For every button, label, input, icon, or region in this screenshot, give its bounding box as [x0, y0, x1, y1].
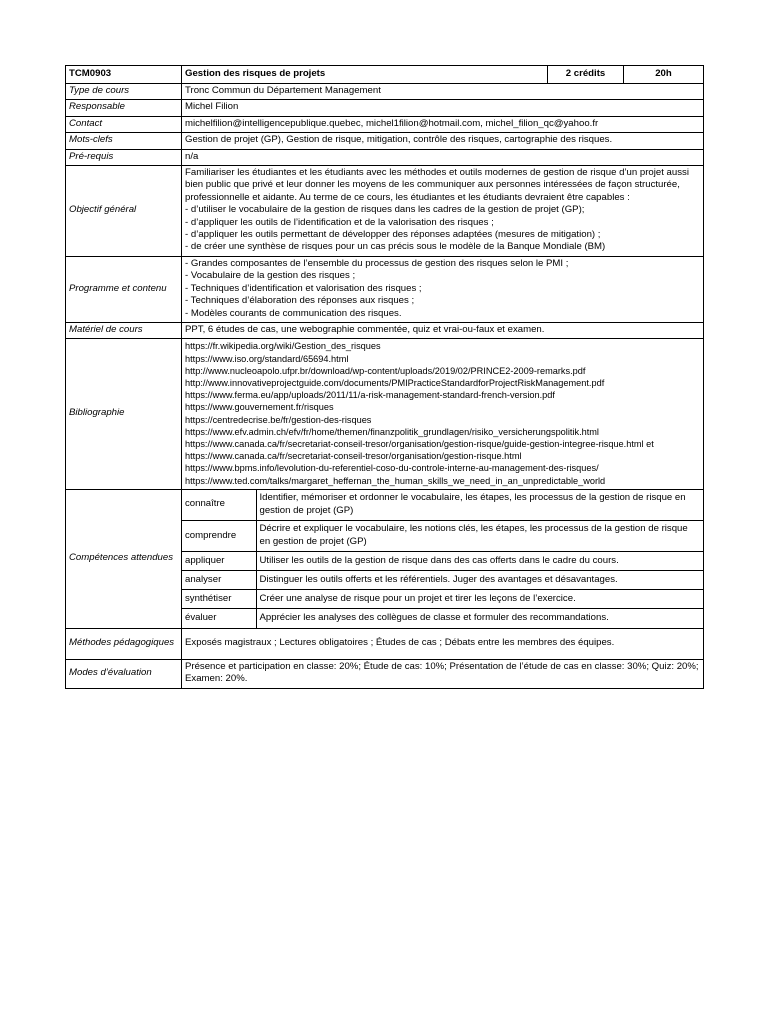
programme-item: - Grandes composantes de l’ensemble du processus de gestion des risques selon le PMI ;	[185, 257, 569, 269]
value-bibliographie	[182, 339, 704, 489]
course-sheet	[65, 65, 703, 689]
bibliography-link[interactable]: http://www.innovativeprojectguide.com/documents/PMIPracticeStandardforProjectRiskManagement.pdf	[185, 377, 605, 388]
label-materiel: Matériel de cours	[66, 322, 182, 338]
competence-desc: Créer une analyse de risque pour un projet et tirer les leçons de l’exercice.	[256, 590, 703, 609]
row-methodes	[66, 628, 704, 659]
label-objectif: Objectif général	[66, 166, 182, 257]
competence-desc: Apprécier les analyses des collègues de classe et formuler des recommandations.	[256, 609, 703, 628]
row-responsable	[66, 100, 704, 116]
value-materiel: PPT, 6 études de cas, une webographie commentée, quiz et vrai-ou-faux et examen.	[182, 322, 704, 338]
competence-desc: Identifier, mémoriser et ordonner le vocabulaire, les étapes, les processus de la gestion de risque en gestion de projet (GP)	[256, 490, 703, 521]
competence-verb: analyser	[182, 571, 256, 590]
value-programme	[182, 256, 704, 322]
value-responsable: Michel Filion	[182, 100, 704, 116]
row-contact	[66, 116, 704, 132]
competences-table	[182, 490, 703, 628]
value-mots-clefs: Gestion de projet (GP), Gestion de risque, mitigation, contrôle des risques, cartographie des risques.	[182, 133, 704, 149]
bibliography-link[interactable]: http://www.nucleoapolo.ufpr.br/download/wp-content/uploads/2019/02/PRINCE2-2009-remarks.pdf	[185, 365, 586, 376]
row-prerequis	[66, 149, 704, 165]
bibliography-link[interactable]: https://www.bpms.info/levolution-du-referentiel-coso-du-controle-interne-au-management-des-risques/	[185, 463, 599, 474]
course-hours: 20h	[624, 66, 704, 84]
course-code: TCM0903	[66, 66, 182, 84]
bibliography-link[interactable]: https://www.iso.org/standard/65694.html	[185, 353, 349, 364]
competence-verb: synthétiser	[182, 590, 256, 609]
value-type-cours: Tronc Commun du Département Management	[182, 84, 704, 100]
value-prerequis: n/a	[182, 149, 704, 165]
row-programme	[66, 256, 704, 322]
label-prerequis: Pré-requis	[66, 149, 182, 165]
bibliography-link[interactable]: https://centredecrise.be/fr/gestion-des-risques	[185, 414, 372, 425]
label-programme: Programme et contenu	[66, 256, 182, 322]
value-evaluation: Présence et participation en classe: 20%; Étude de cas: 10%; Présentation de l’étude de cas en classe: 30%; Quiz: 20%; Examen: 20%.	[182, 659, 704, 688]
bibliography-link[interactable]: https://fr.wikipedia.org/wiki/Gestion_des_risques	[185, 341, 381, 352]
bibliography-link[interactable]: https://www.ted.com/talks/margaret_heffernan_the_human_skills_we_need_in_an_unpredictable_world	[185, 475, 606, 486]
objectif-item: - d’appliquer les outils permettant de développer des réponses adaptées (mesures de mitigation) ;	[185, 229, 601, 241]
competence-row	[182, 590, 703, 609]
programme-item: - Techniques d’identification et valorisation des risques ;	[185, 282, 422, 294]
bibliography-link[interactable]: https://www.canada.ca/fr/secretariat-conseil-tresor/organisation/gestion-risque/guide-gestion-integree-risque.html et https://www.canada.ca/fr/secretariat-conseil-tresor/organisation/gestion-risque.html	[185, 438, 654, 462]
competence-desc: Utiliser les outils de la gestion de risque dans des cas offerts dans le cadre du cours.	[256, 552, 703, 571]
competence-desc: Décrire et expliquer le vocabulaire, les notions clés, les étapes, les processus de la gestion de risque en gestion de projet (GP)	[256, 521, 703, 552]
programme-item: - Techniques d’élaboration des réponses aux risques ;	[185, 295, 415, 307]
competence-row	[182, 490, 703, 521]
objectif-intro: Familiariser les étudiantes et les étudiants avec les méthodes et outils modernes de gestion de risque d’un projet aussi bien public que privé et leur donner les moyens de les communiquer aux personnes intéressées de façon structurée, professionnelle et aidante. Au terme de ce cours, les étudiantes et les étudiants devraient être capables :	[185, 167, 689, 203]
course-title: Gestion des risques de projets	[182, 66, 548, 84]
row-objectif	[66, 166, 704, 257]
competence-verb: comprendre	[182, 521, 256, 552]
objectif-item: - d’utiliser le vocabulaire de la gestion de risques dans les cadres de la gestion de projet (GP);	[185, 204, 585, 216]
row-mots-clefs	[66, 133, 704, 149]
label-type-cours: Type de cours	[66, 84, 182, 100]
competence-row	[182, 571, 703, 590]
competence-verb: connaître	[182, 490, 256, 521]
label-competences: Compétences attendues	[66, 489, 182, 628]
label-responsable: Responsable	[66, 100, 182, 116]
course-table	[65, 65, 704, 689]
value-objectif	[182, 166, 704, 257]
row-materiel	[66, 322, 704, 338]
bibliography-link[interactable]: https://www.gouvernement.fr/risques	[185, 402, 334, 413]
row-evaluation	[66, 659, 704, 688]
row-competences	[66, 489, 704, 628]
objectif-item: - d’appliquer les outils de l’identification et de la valorisation des risques ;	[185, 216, 494, 228]
competence-verb: évaluer	[182, 609, 256, 628]
label-mots-clefs: Mots-clefs	[66, 133, 182, 149]
row-type-cours	[66, 84, 704, 100]
competence-desc: Distinguer les outils offerts et les référentiels. Juger des avantages et désavantages.	[256, 571, 703, 590]
label-evaluation: Modes d’évaluation	[66, 659, 182, 688]
competence-row	[182, 521, 703, 552]
label-contact: Contact	[66, 116, 182, 132]
label-methodes: Méthodes pédagogiques	[66, 628, 182, 659]
programme-item: - Vocabulaire de la gestion des risques ;	[185, 270, 356, 282]
bibliography-link[interactable]: https://www.ferma.eu/app/uploads/2011/11/a-risk-management-standard-french-version.pdf	[185, 390, 555, 401]
competences-cell	[182, 489, 704, 628]
bibliography-link[interactable]: https://www.efv.admin.ch/efv/fr/home/themen/finanzpolitik_grundlagen/risiko_versicherungspolitik.html	[185, 426, 599, 437]
competence-row	[182, 552, 703, 571]
value-contact[interactable]: michelfilion@intelligencepublique.quebec, michel1filion@hotmail.com, michel_filion_qc@yahoo.fr	[182, 116, 704, 132]
course-credits: 2 crédits	[548, 66, 624, 84]
programme-item: - Modèles courants de communication des risques.	[185, 307, 402, 319]
competence-row	[182, 609, 703, 628]
row-bibliographie	[66, 339, 704, 489]
value-methodes: Exposés magistraux ; Lectures obligatoires ; Études de cas ; Débats entre les membres des équipes.	[182, 628, 704, 659]
competence-verb: appliquer	[182, 552, 256, 571]
label-bibliographie: Bibliographie	[66, 339, 182, 489]
header-row	[66, 66, 704, 84]
objectif-item: - de créer une synthèse de risques pour un cas précis sous le modèle de la Banque Mondiale (BM)	[185, 241, 606, 253]
